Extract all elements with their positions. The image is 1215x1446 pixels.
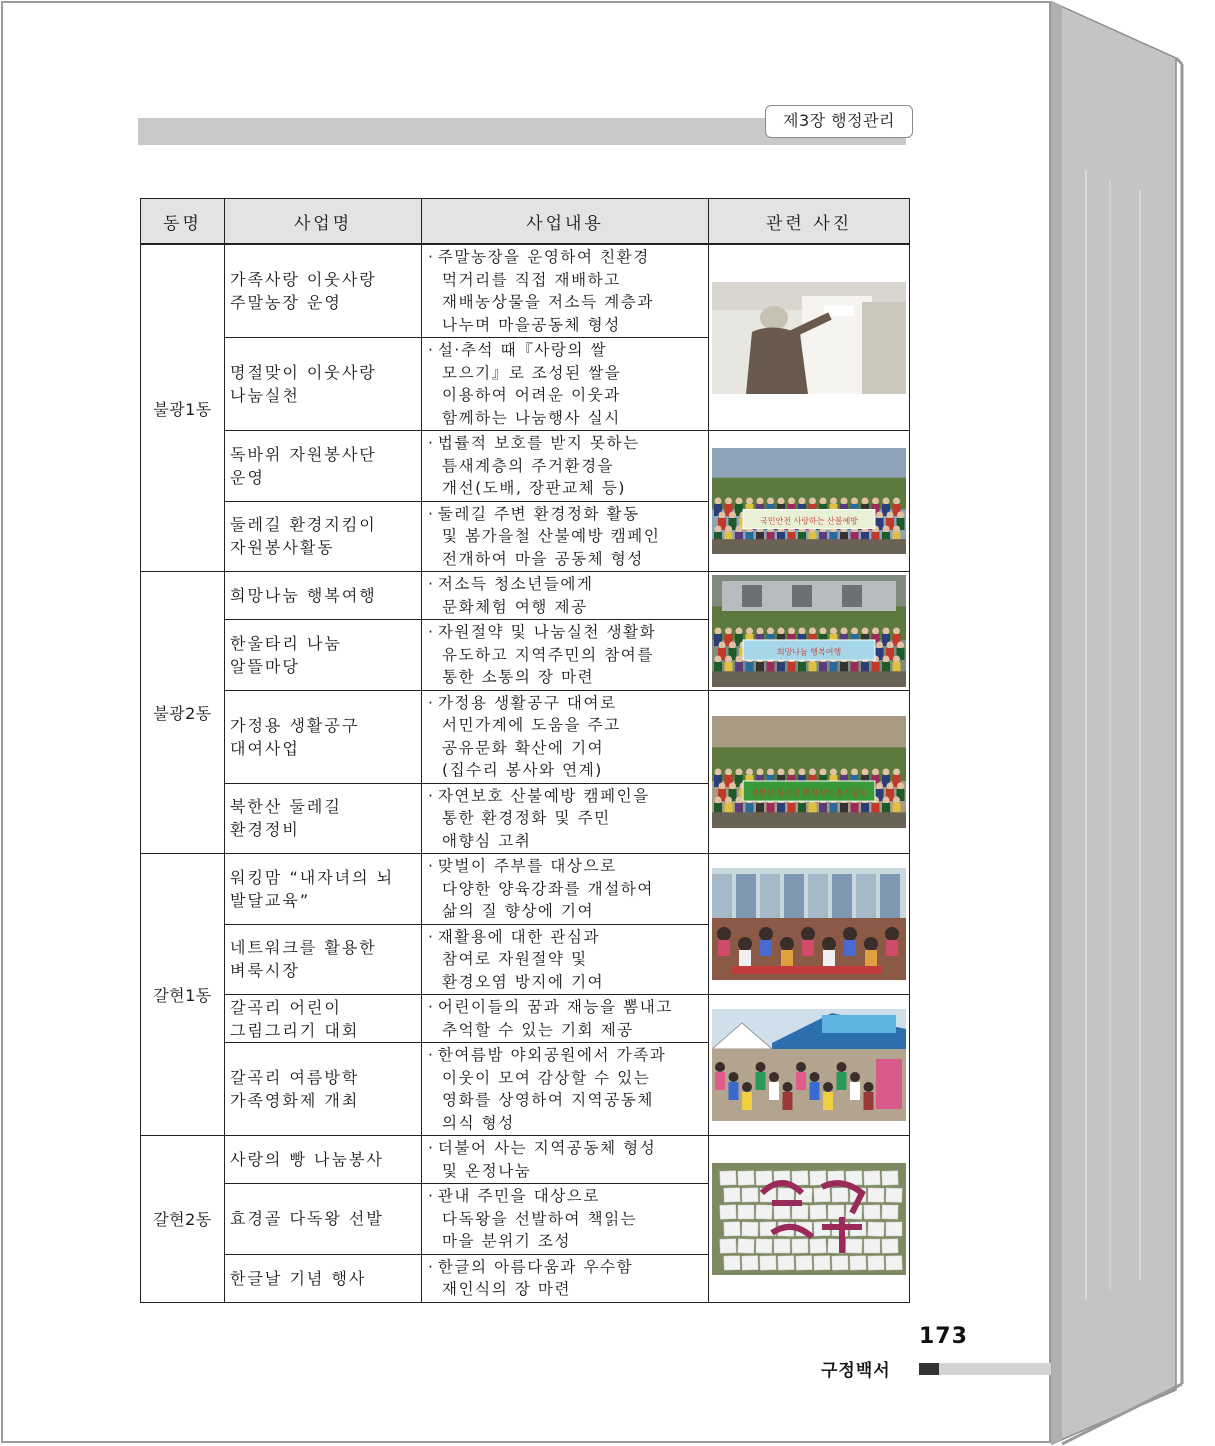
related-photo <box>709 995 910 1136</box>
project-content-line: 먹거리를 직접 재배하고 <box>442 270 621 289</box>
photo-youth-trip-banner <box>709 575 909 687</box>
table-row <box>141 690 910 783</box>
project-content <box>422 620 709 691</box>
project-content-line: 및 봄가을철 산불예방 캠페인 <box>442 527 661 545</box>
project-content-line: · 주말농장을 운영하여 친환경 <box>428 246 706 269</box>
photo-wallpaper-volunteer <box>709 282 909 394</box>
photo-banner-text: 북한산 둘레길 환경정비 봉사활동 <box>751 788 867 798</box>
photo-group-banner-park <box>709 448 909 554</box>
dong-name: 불광1동 <box>141 244 225 572</box>
project-content-line: 마을 분위기 조성 <box>442 1232 572 1250</box>
project-name-line: 명절맞이 이웃사랑 <box>230 363 377 382</box>
project-name-line: 한글날 기념 행사 <box>230 1268 367 1288</box>
project-content-line: 함께하는 나눔행사 실시 <box>442 408 621 427</box>
project-content-line: · 관내 주민을 대상으로 <box>428 1185 706 1208</box>
project-content-line: · 맞벌이 주부를 대상으로 <box>428 855 706 878</box>
photo-campaign-group <box>709 716 909 828</box>
project-content <box>422 572 709 620</box>
photo-banner-text: 국민안전 사랑하는 산불예방 <box>760 516 858 526</box>
header-project: 사업명 <box>225 199 422 245</box>
project-name-line: 운영 <box>230 467 265 487</box>
project-name-line: 워킹맘 “내자녀의 뇌 <box>230 867 395 887</box>
project-name-line: 알뜰마당 <box>230 656 300 676</box>
project-content-line: 서민가계에 도움을 주고 <box>442 716 621 734</box>
dong-name: 갈현1동 <box>141 854 225 1136</box>
project-name-line: 갈곡리 여름방학 <box>230 1068 360 1087</box>
project-content <box>422 1136 709 1184</box>
photo-library-class <box>709 868 909 980</box>
project-name-line: 그림그리기 대회 <box>230 1020 360 1040</box>
project-name-line: 갈곡리 어린이 <box>230 997 342 1017</box>
project-content-line: · 둘레길 주변 환경정화 활동 <box>428 503 706 526</box>
project-content <box>422 854 709 925</box>
project-content-line: 이웃이 모여 감상할 수 있는 <box>442 1068 651 1087</box>
photo-outdoor-booths <box>709 1009 909 1121</box>
table-row <box>141 854 910 925</box>
project-name-line: 둘레길 환경지킴이 <box>230 515 377 535</box>
project-name-line: 주말농장 운영 <box>230 293 342 312</box>
project-name <box>225 783 422 854</box>
project-name <box>225 924 422 995</box>
related-photo <box>709 431 910 572</box>
project-content <box>422 431 709 502</box>
project-name-line: 자원봉사활동 <box>230 538 335 558</box>
project-name <box>225 338 422 431</box>
photo-banner-text: 희망나눔 행복여행 <box>776 647 842 657</box>
project-name-line: 발달교육” <box>230 890 311 910</box>
project-name <box>225 1184 422 1255</box>
project-name <box>225 501 422 572</box>
table-row <box>141 1136 910 1184</box>
project-content-line: 및 온정나눔 <box>442 1161 532 1180</box>
project-content-line: 통한 소통의 장 마련 <box>442 668 595 686</box>
photo-hangul-paper-art <box>709 1163 909 1275</box>
project-name-line: 한울타리 나눔 <box>230 633 342 653</box>
project-content <box>422 1043 709 1136</box>
footer-bar-light <box>939 1363 1051 1375</box>
project-content <box>422 338 709 431</box>
project-name <box>225 854 422 925</box>
project-content-line: 공유문화 확산에 기여 <box>442 738 605 757</box>
table-row <box>141 995 910 1043</box>
table-row <box>141 431 910 502</box>
table-row <box>141 244 910 338</box>
project-name-line: 벼룩시장 <box>230 961 300 981</box>
project-content-line: · 설·추석 때『사랑의 쌀 <box>428 339 706 362</box>
related-photo <box>709 854 910 995</box>
page-number: 173 <box>919 1324 968 1349</box>
footer-bar <box>919 1363 939 1375</box>
project-content-line: 재배농상물을 저소득 계층과 <box>442 293 654 311</box>
related-photo <box>709 244 910 431</box>
project-content-line: 전개하여 마을 공동체 형성 <box>442 549 644 568</box>
project-content <box>422 995 709 1043</box>
project-name <box>225 690 422 783</box>
project-name-line: 환경정비 <box>230 820 300 840</box>
dong-name: 갈현2동 <box>141 1136 225 1303</box>
project-name <box>225 572 422 620</box>
project-content-line: 영화를 상영하여 지역공동체 <box>442 1091 654 1109</box>
project-name-line: 네트워크를 활용한 <box>230 938 377 958</box>
project-table <box>140 198 910 1303</box>
project-content <box>422 783 709 854</box>
project-content-line: 문화체험 여행 제공 <box>442 597 588 616</box>
header-content: 사업내용 <box>422 199 709 245</box>
project-content-line: 추억할 수 있는 기회 제공 <box>442 1020 634 1039</box>
project-content-line: · 법률적 보호를 받지 못하는 <box>428 432 706 455</box>
project-content-line: 이용하여 어려운 이웃과 <box>442 386 621 404</box>
project-name <box>225 620 422 691</box>
project-content-line: 삶의 질 향상에 기여 <box>442 902 595 920</box>
project-name <box>225 1043 422 1136</box>
project-content-line: 재인식의 장 마련 <box>442 1280 572 1298</box>
project-name <box>225 431 422 502</box>
project-content <box>422 924 709 995</box>
table-row <box>141 572 910 620</box>
project-name-line: 희망나눔 행복여행 <box>230 586 377 605</box>
project-name-line: 나눔실천 <box>230 386 300 405</box>
project-name <box>225 244 422 338</box>
project-name <box>225 1136 422 1184</box>
project-name <box>225 1254 422 1302</box>
header-photo: 관련 사진 <box>709 199 910 245</box>
project-content-line: 유도하고 지역주민의 참여를 <box>442 645 654 664</box>
project-name-line: 가족사랑 이웃사랑 <box>230 270 377 289</box>
project-content-line: 나누며 마을공동체 형성 <box>442 315 621 334</box>
dong-name: 불광2동 <box>141 572 225 854</box>
related-photo <box>709 690 910 854</box>
project-name <box>225 995 422 1043</box>
project-content-line: · 가정용 생활공구 대여로 <box>428 692 706 715</box>
project-content-line: · 어린이들의 꿈과 재능을 뽐내고 <box>428 996 706 1019</box>
project-content <box>422 1254 709 1302</box>
chapter-tab: 제3장 행정관리 <box>765 105 913 138</box>
project-content-line: (집수리 봉사와 연계) <box>442 761 603 779</box>
project-content-line: 개선(도배, 장판교체 등) <box>442 479 627 497</box>
project-name-line: 가정용 생활공구 <box>230 715 360 735</box>
project-content-line: 애향심 고취 <box>442 831 532 850</box>
project-name-line: 독바위 자원봉사단 <box>230 444 377 464</box>
project-content <box>422 1184 709 1255</box>
project-content-line: · 한글의 아름다움과 우수함 <box>428 1256 706 1279</box>
project-name-line: 대여사업 <box>230 738 300 758</box>
project-content-line: · 더불어 사는 지역공동체 형성 <box>428 1137 706 1160</box>
project-content-line: · 한여름밤 야외공원에서 가족과 <box>428 1044 706 1067</box>
project-content-line: 의식 형성 <box>442 1113 515 1132</box>
table-header-row <box>141 199 910 245</box>
project-name-line: 북한산 둘레길 <box>230 797 342 817</box>
project-content-line: 환경오염 방지에 기여 <box>442 972 605 991</box>
project-name-line: 사랑의 빵 나눔봉사 <box>230 1150 384 1169</box>
related-photo <box>709 572 910 691</box>
project-content-line: 다독왕을 선발하여 책읽는 <box>442 1209 638 1228</box>
project-content <box>422 244 709 338</box>
project-content-line: 다양한 양육강좌를 개설하여 <box>442 879 654 898</box>
table-body <box>141 244 910 1302</box>
project-content-line: 참여로 자원절약 및 <box>442 950 588 968</box>
project-content-line: 통한 환경정화 및 주민 <box>442 809 611 827</box>
project-content-line: · 재활용에 대한 관심과 <box>428 926 706 949</box>
project-content-line: · 저소득 청소년들에게 <box>428 573 706 596</box>
project-name-line: 가족영화제 개최 <box>230 1091 360 1110</box>
project-content-line: 모으기』로 조성된 쌀을 <box>442 363 622 382</box>
project-content-line: · 자원절약 및 나눔실천 생활화 <box>428 621 706 644</box>
project-content <box>422 501 709 572</box>
project-name-line: 효경골 다독왕 선발 <box>230 1209 384 1229</box>
project-content-line: 틈새계층의 주거환경을 <box>442 456 615 475</box>
footer-label: 구정백서 <box>821 1361 891 1381</box>
related-photo <box>709 1136 910 1303</box>
project-content <box>422 690 709 783</box>
header-dong: 동명 <box>141 199 225 245</box>
project-content-line: · 자연보호 산불예방 캠페인을 <box>428 785 706 808</box>
